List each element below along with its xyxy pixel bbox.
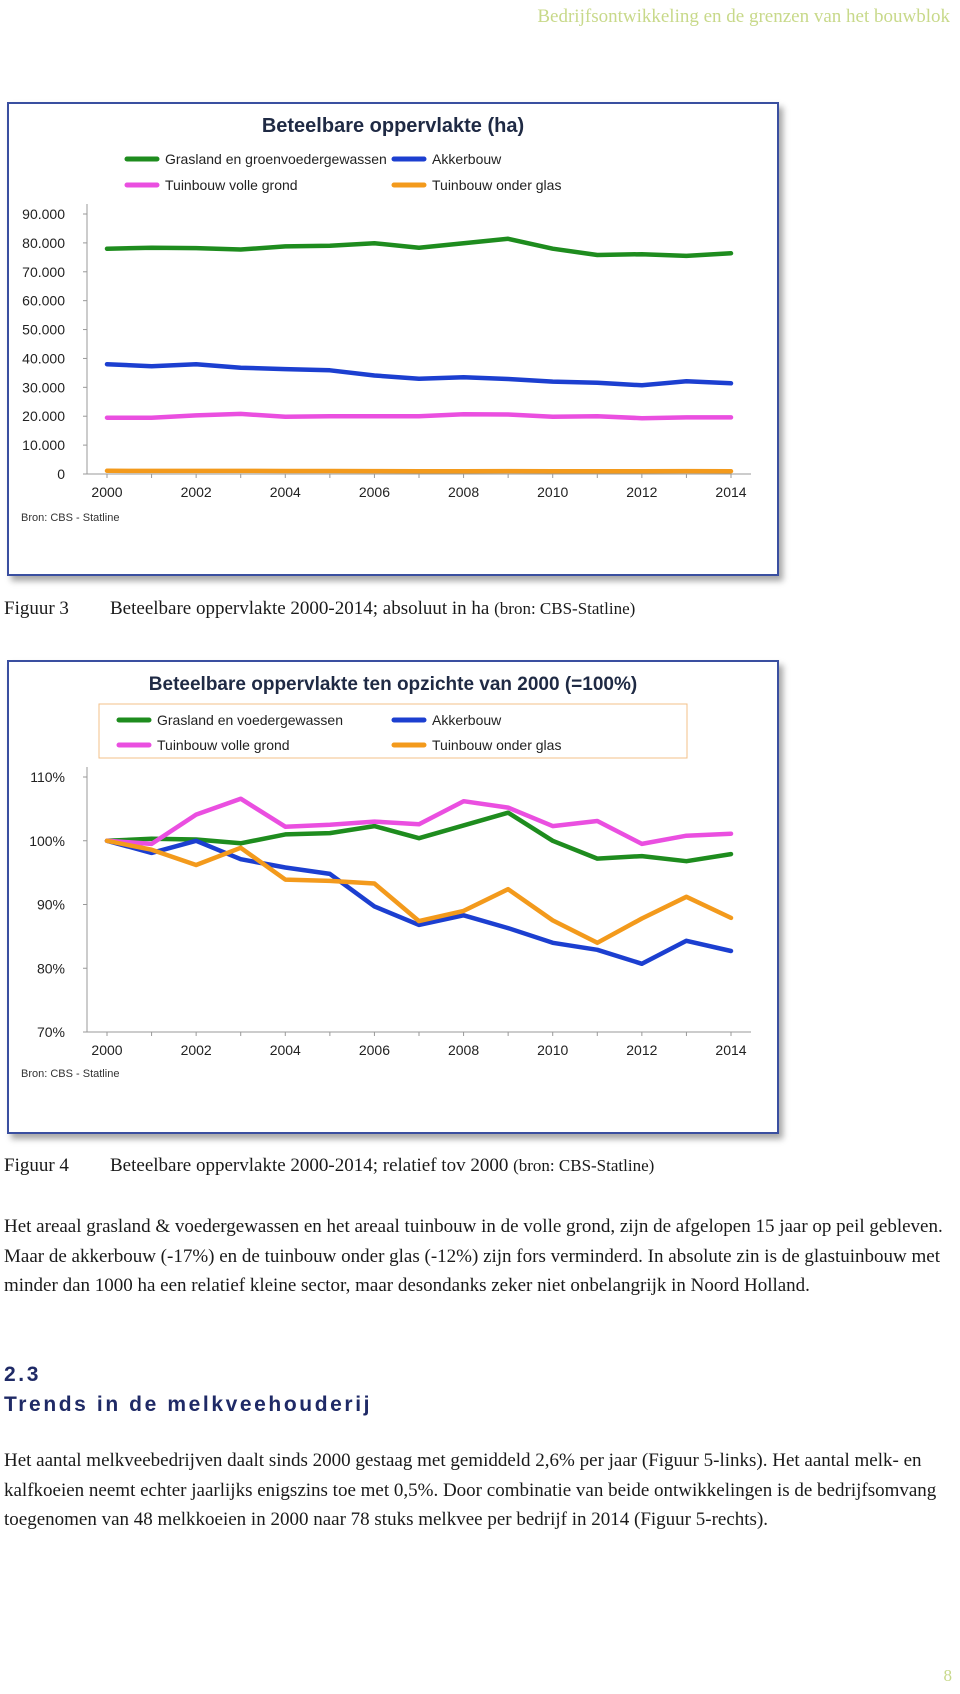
figure3-source: (bron: CBS-Statline) [494,599,636,618]
section-title: Trends in de melkveehouderij [4,1393,373,1416]
legend-label: Tuinbouw onder glas [432,177,562,193]
x-tick-label: 2004 [269,1042,301,1058]
x-tick-label: 2012 [626,1042,658,1058]
series-line [107,364,731,385]
series-line [107,471,731,472]
body-paragraph-1: Het areaal grasland & voedergewassen en het areaal tuinbouw in de volle grond, zijn de afgelopen 15 jaar op peil gebleven. Maar de akkerbouw (-17%) en de tuinbouw onder glas (-12%) zijn fors verminderd. In absolute zin is de glastuinbouw met minder dan 1000 ha een relatief kleine sector, maar desondanks zeker niet onbelangrijk in Noord Holland. [4,1216,943,1296]
series-line [107,239,731,256]
figure4-caption [4,1155,654,1177]
y-tick-label: 110% [30,769,65,785]
figure3-text: Beteelbare oppervlakte 2000-2014; absoluut in ha [110,598,490,619]
y-tick-label: 20.000 [22,408,65,425]
section-number: 2.3 [4,1363,41,1386]
section-heading [4,1360,372,1420]
legend-label: Tuinbouw volle grond [157,737,290,753]
chart-source: Bron: CBS - Statline [21,1068,120,1080]
legend-label: Akkerbouw [432,712,502,728]
x-tick-label: 2002 [180,1042,212,1058]
legend-label: Tuinbouw onder glas [432,737,562,753]
chart-absolute [7,102,779,576]
chart-relative-svg [9,662,777,1132]
y-tick-label: 10.000 [22,437,65,454]
legend-label: Grasland en voedergewassen [157,712,344,728]
figure4-source: (bron: CBS-Statline) [513,1156,655,1175]
x-tick-label: 2010 [537,484,569,500]
x-tick-label: 2014 [715,1042,747,1058]
chart-title: Beteelbare oppervlakte ten opzichte van 2000 (=100%) [148,674,638,695]
x-tick-label: 2004 [269,484,301,500]
figure3-number: Figuur 3 [4,598,69,619]
y-tick-label: 70% [36,1024,65,1040]
page-number: 8 [943,1666,952,1685]
chart-title: Beteelbare oppervlakte (ha) [261,115,525,137]
x-tick-label: 2014 [715,484,747,500]
figure4-text: Beteelbare oppervlakte 2000-2014; relatief tov 2000 [110,1155,509,1176]
y-tick-label: 50.000 [22,321,65,338]
y-tick-label: 80.000 [22,234,65,251]
chart-absolute-svg [9,104,777,574]
x-tick-label: 2008 [447,484,480,500]
y-tick-label: 0 [57,466,65,482]
chart-relative [7,660,779,1134]
x-tick-label: 2006 [358,1042,391,1058]
x-tick-label: 2000 [91,484,123,500]
x-tick-label: 2012 [626,484,658,500]
x-tick-label: 2006 [358,484,391,500]
y-tick-label: 100% [29,832,65,849]
series-line [107,841,731,964]
legend-label: Grasland en groenvoedergewassen [165,151,387,167]
body-paragraph-2: Het aantal melkveebedrijven daalt sinds 2000 gestaag met gemiddeld 2,6% per jaar (Figuur 5-links). Het aantal melk- en kalfkoeien neemt echter jaarlijks enigszins toe met 0,5%. Door combinatie van beide ontwikkelingen is de bedrijfsomvang toegenomen van 48 melkkoeien in 2000 naar 78 stuks melkvee per bedrijf in 2014 (Figuur 5-rechts). [4,1450,937,1530]
figure3-caption [4,598,635,620]
series-line [107,813,731,862]
running-header: Bedrijfsontwikkeling en de grenzen van het bouwblok [537,6,950,27]
y-tick-label: 90% [36,896,65,913]
x-tick-label: 2002 [180,484,212,500]
y-tick-label: 30.000 [22,379,65,396]
y-tick-label: 80% [36,960,65,977]
y-tick-label: 60.000 [22,292,65,309]
figure4-number: Figuur 4 [4,1155,69,1176]
x-tick-label: 2010 [537,1042,569,1058]
y-tick-label: 40.000 [22,350,65,367]
series-line [107,414,731,418]
y-tick-label: 70.000 [22,263,65,280]
x-tick-label: 2000 [91,1042,123,1058]
x-tick-label: 2008 [447,1042,480,1058]
y-tick-label: 90.000 [22,206,65,222]
legend-label: Tuinbouw volle grond [165,177,298,193]
legend-label: Akkerbouw [432,151,502,167]
chart-source: Bron: CBS - Statline [21,512,120,524]
